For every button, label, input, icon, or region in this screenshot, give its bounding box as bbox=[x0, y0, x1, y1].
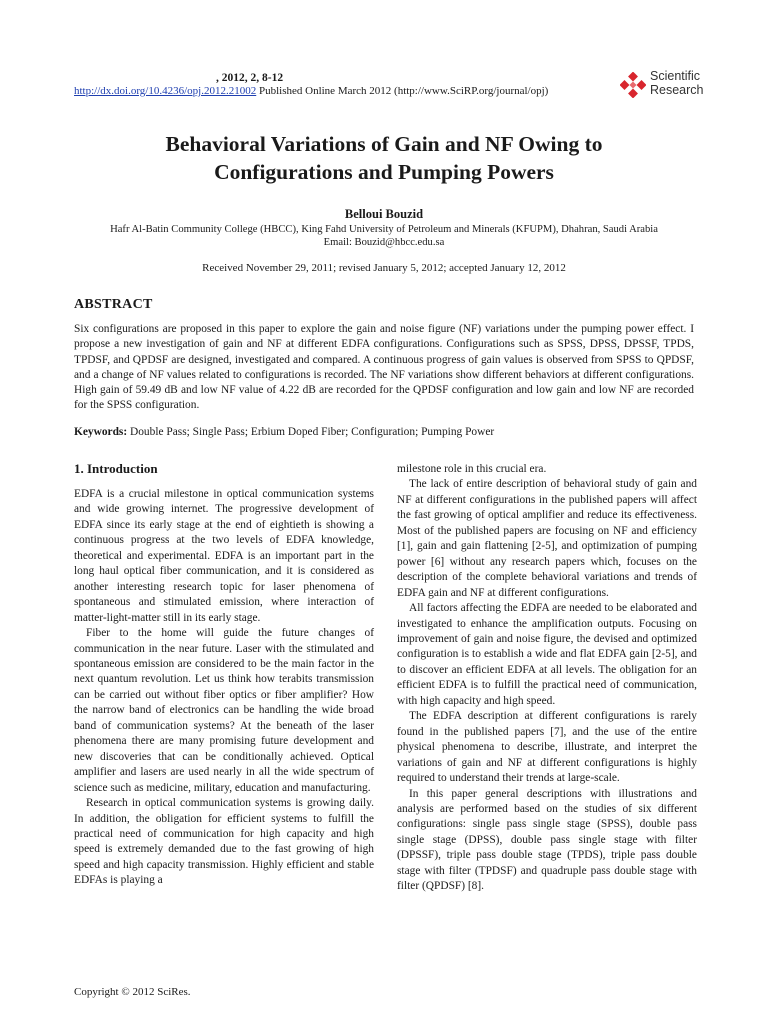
published-info: Published Online March 2012 (http://www.SciRP.org/journal/opj) bbox=[256, 85, 549, 97]
paragraph: Fiber to the home will guide the future changes of communication in the near future. Laser with the stimulated and spontaneous emission are considered to be the main factor in the next quantum revolution. Let us think how terabits transmission can be carried out without fiber optics or fiber amplifier? How the narrow band of electronics can be handling the wide broad band of communication systems? At the beneath of the laser phenomena there are many promising future development and new discoveries that can be conditionally achieved. Optical amplifier and lasers are used nearly in all the wide spectrum of science such as medicine, military, education and manufacturing. bbox=[74, 627, 374, 794]
copyright-footer: Copyright © 2012 SciRes. bbox=[74, 986, 191, 998]
abstract-heading: ABSTRACT bbox=[74, 297, 153, 312]
journal-citation: , 2012, 2, 8-12 bbox=[216, 72, 284, 84]
scientific-research-logo-icon bbox=[620, 72, 646, 98]
logo-text bbox=[650, 70, 704, 97]
received-dates: Received November 29, 2011; revised January 5, 2012; accepted January 12, 2012 bbox=[202, 262, 566, 274]
paragraph: milestone role in this crucial era. bbox=[397, 463, 547, 475]
doi-line bbox=[74, 85, 548, 97]
keywords-label: Keywords: bbox=[74, 426, 128, 438]
logo-line-1: Scientific bbox=[650, 69, 701, 83]
author-affiliation-block bbox=[40, 223, 728, 249]
left-column bbox=[74, 487, 374, 889]
paragraph: The lack of entire description of behavioral study of gain and NF at different configurations in the published papers will affect the fast growing of optical amplifier and reduce its effectiveness. Most of the published papers are focusing on NF and efficiency [1], gain and gain flattening [2-5], and optimization of pumping power [6] without any research papers which, focuses on the description of the complete behavioral variations and trends of EDFA gain and NF at different configurations. bbox=[397, 478, 697, 599]
title-line-1: Behavioral Variations of Gain and NF Owing to bbox=[165, 132, 603, 156]
keywords-text: Double Pass; Single Pass; Erbium Doped Fiber; Configuration; Pumping Power bbox=[127, 426, 495, 438]
publisher-logo bbox=[620, 70, 710, 102]
paragraph: In this paper general descriptions with illustrations and analysis are performed based on the studies of six different configurations: single pass single stage (SPSS), double pass single stage (DPSS), double pass single stage with filter (DPSSF), triple pass double stage (TPDS), triple pass double stage with filter (TPDSF) and quadruple pass double stage with filter (QPDSF) [8]. bbox=[397, 787, 697, 893]
paragraph: Research in optical communication systems is growing daily. In addition, the obligation for efficient systems to fulfill the practical need of communication for high capacity and high speed is extremely demanded due to the fast growing of high speed and high capacity transmission. Highly efficient and stable EDFAs is playing a bbox=[74, 797, 374, 887]
author-email: Email: Bouzid@hbcc.edu.sa bbox=[323, 237, 445, 248]
paper-title bbox=[60, 130, 708, 186]
logo-line-2: Research bbox=[650, 82, 704, 97]
paragraph: EDFA is a crucial milestone in optical communication systems and wide growing internet. The progressive development of EDFA since its early stage at the end of eightieth is showing a continuous progress at the two levels of EDFA knowledge, theoretical and experimental. EDFA is an important part in the long haul optical fiber communication, and it is considered as another interesting research topic for laser phenomena of spontaneous and stimulated emission, where interaction of matter-light-matter still in its early stage. bbox=[74, 488, 374, 624]
right-column bbox=[397, 462, 697, 895]
doi-link[interactable]: http://dx.doi.org/10.4236/opj.2012.21002 bbox=[74, 85, 257, 97]
paragraph: All factors affecting the EDFA are needed to be elaborated and investigated to enhance the amplification outputs. Focusing on improvement of gain and noise figure, the devised and optimized configuration is to establish a wide and flat EDFA gain [2-5], and to discover an efficient EDFA at all levels. The obligation for an efficient EDFA is to fulfill the practical need of communication, with high capacity and high speed. bbox=[397, 602, 697, 707]
author-affiliation: Hafr Al-Batin Community College (HBCC), King Fahd University of Petroleum and Minerals (KFUPM), Dhahran, Saudi Arabia bbox=[110, 224, 658, 235]
author-name: Belloui Bouzid bbox=[344, 207, 424, 221]
keywords bbox=[74, 426, 694, 438]
abstract-body: Six configurations are proposed in this paper to explore the gain and noise figure (NF) variations under the pumping power effect. I propose a new investigation of gain and NF at different EDFA configurations. Configurations such as SPSS, DPSS, DPSSF, TPDS, TPDSF, and QPDSF are designed, investigated and compared. A continuous progress of gain values is observed from SPSS to QPDSF, and a change of NF values related to configurations is recorded. The NF variations show different behaviors at different configurations. High gain of 59.49 dB and low NF value of 4.22 dB are recorded for the QPDSF configuration and low gain and low NF are recorded for the SPSS configuration. bbox=[74, 323, 694, 412]
section-heading-introduction: 1. Introduction bbox=[74, 461, 158, 476]
title-line-2: Configurations and Pumping Powers bbox=[214, 160, 554, 184]
paragraph: The EDFA description at different configurations is rarely found in the published papers [7], and the use of the entire physical phenomena to describe, illustrate, and interpret the variations of gain and NF at different configurations is highly required to understand their trends at large-scale. bbox=[397, 710, 697, 785]
